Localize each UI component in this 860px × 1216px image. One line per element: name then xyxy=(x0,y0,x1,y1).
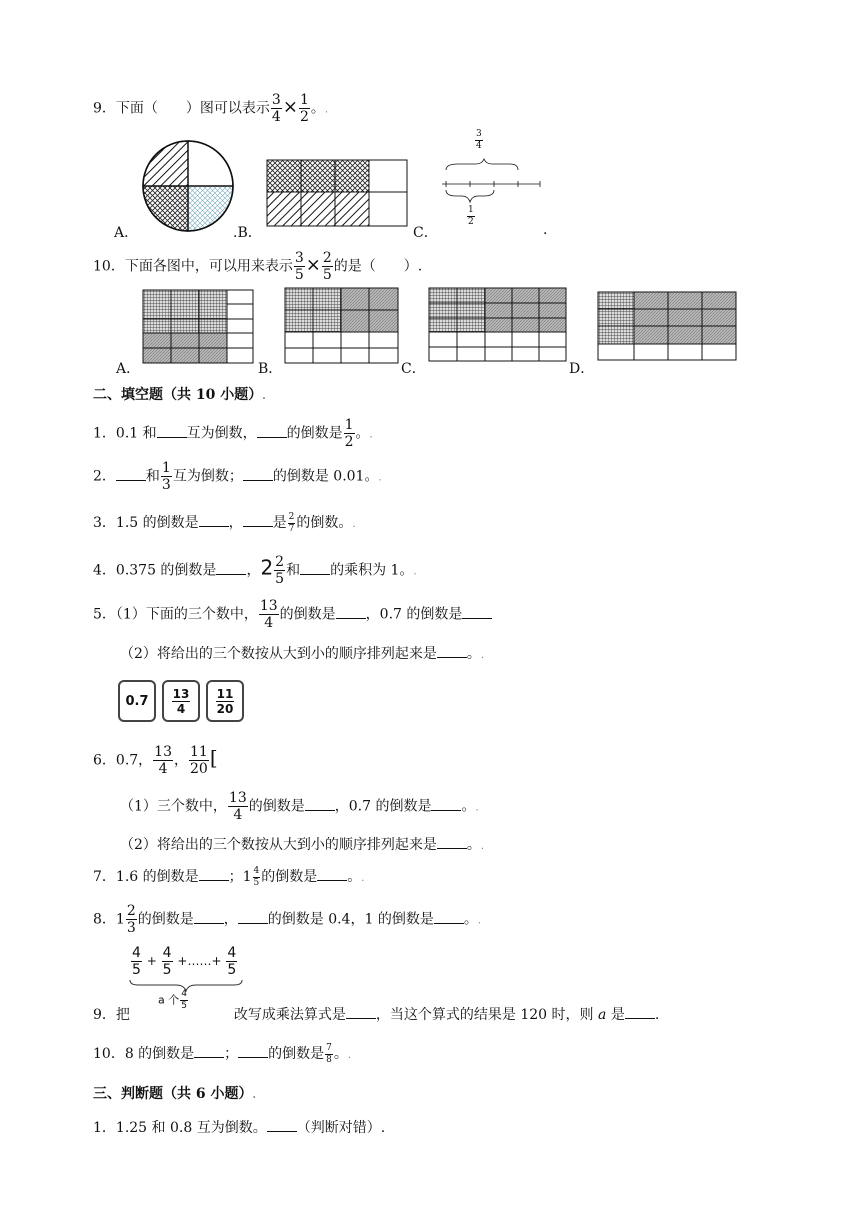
answer-blank[interactable] xyxy=(238,1045,268,1058)
answer-blank[interactable] xyxy=(317,868,347,881)
answer-blank[interactable] xyxy=(116,468,146,481)
fraction-three-quarters: $\frac{3}{4}$ xyxy=(271,92,281,125)
answer-blank[interactable] xyxy=(431,798,461,811)
fill-question-7: 7．1.6 的倒数是 ；1 $\frac{4}{5}$ 的倒数是 。. xyxy=(93,865,365,888)
answer-blank[interactable] xyxy=(194,1045,224,1058)
number-cards xyxy=(118,680,250,722)
option-b-grid-figure xyxy=(265,158,410,230)
number-card: $\frac{13}{4}$ xyxy=(162,680,200,722)
answer-blank[interactable] xyxy=(194,911,224,924)
answer-blank[interactable] xyxy=(336,606,366,619)
option-c-number-line xyxy=(438,158,544,208)
q10-option-b-figure xyxy=(283,286,400,366)
option-a-label: A． xyxy=(114,225,139,241)
q10-option-c-figure xyxy=(427,286,568,364)
fill-question-6: 6．0.7， $\frac{13}{4}$ ， $\frac{11}{20}$ [ xyxy=(93,744,218,777)
q10-option-b-label: B． xyxy=(258,361,283,377)
q10-option-a-label: A． xyxy=(116,361,141,377)
answer-blank[interactable] xyxy=(243,514,273,527)
answer-blank[interactable] xyxy=(305,798,335,811)
answer-blank[interactable] xyxy=(157,425,187,438)
answer-blank[interactable] xyxy=(462,606,492,619)
answer-blank[interactable] xyxy=(199,868,229,881)
fraction-one-half: $\frac{1}{2}$ xyxy=(299,92,309,125)
fill-question-4: 4．0.375 的倒数是 ，2 $\frac{2}{5}$ 和 的乘积为 1。. xyxy=(93,554,417,587)
section-3-heading: 三、判断题（共 6 小题）. xyxy=(93,1086,256,1102)
repeated-addition-expression: $\frac{4}{5}$ + $\frac{4}{5}$ +……+ $\frac{4}{5}$ xyxy=(132,945,237,978)
option-b-label: .B． xyxy=(233,225,262,241)
fill-question-6-part-2: （2）将给出的三个数按从大到小的顺序排列起来是 。. xyxy=(120,837,485,853)
option-c-label: C． xyxy=(413,225,438,241)
judge-question-1: 1．1.25 和 0.8 互为倒数。 （判断对错）. xyxy=(93,1120,386,1136)
answer-blank[interactable] xyxy=(257,425,287,438)
option-a-circle-figure xyxy=(140,138,236,234)
count-a-label: a 个 $\frac{4}{5}$ xyxy=(158,989,187,1011)
answer-blank[interactable] xyxy=(199,514,229,527)
answer-blank[interactable] xyxy=(238,911,268,924)
number-card: 0.7 xyxy=(118,680,156,722)
option-d-dot: . xyxy=(543,222,548,238)
question-9-stem: 9．下面（ ）图可以表示 $\frac{3}{4}$ × $\frac{1}{2}$ 。. xyxy=(93,92,329,125)
times-sign: × xyxy=(282,96,298,118)
answer-blank[interactable] xyxy=(437,645,467,658)
q10-option-d-figure xyxy=(596,290,738,362)
fill-question-9: 9．把 改写成乘法算式是 ，当这个算式的结果是 120 时，则 a 是 . xyxy=(93,1007,660,1023)
fill-question-1: 1．0.1 和 互为倒数， 的倒数是 $\frac{1}{2}$ 。. xyxy=(93,417,373,450)
q10-option-d-label: D． xyxy=(569,361,595,377)
answer-blank[interactable] xyxy=(434,911,464,924)
number-card: $\frac{11}{20}$ xyxy=(206,680,244,722)
question-10-stem: 10．下面各图中，可以用来表示 $\frac{3}{5}$ × $\frac{2}{5}$ 的是（ ）. xyxy=(93,250,423,283)
answer-blank[interactable] xyxy=(216,562,246,575)
section-2-heading: 二、填空题（共 10 小题）. xyxy=(93,387,266,403)
fill-question-6-part-1: （1）三个数中， $\frac{13}{4}$ 的倒数是 ，0.7 的倒数是 。. xyxy=(120,790,479,823)
fill-question-10: 10．8 的倒数是 ； 的倒数是 $\frac{7}{8}$ 。. xyxy=(93,1042,352,1065)
option-c-top-fraction: $\frac{3}{4}$ xyxy=(476,129,482,151)
answer-blank[interactable] xyxy=(346,1006,376,1019)
fill-question-3: 3．1.5 的倒数是 ， 是 $\frac{2}{7}$ 的倒数。. xyxy=(93,511,356,534)
answer-blank[interactable] xyxy=(300,562,330,575)
fill-question-2: 2． 和 $\frac{1}{3}$ 互为倒数； 的倒数是 0.01。. xyxy=(93,460,382,493)
fill-question-5: 5．（1）下面的三个数中， $\frac{13}{4}$ 的倒数是 ，0.7 的倒数是 xyxy=(93,599,492,630)
option-c-bottom-fraction: $\frac{1}{2}$ xyxy=(468,205,474,227)
fill-question-5-part-2: （2）将给出的三个数按从大到小的顺序排列起来是 。. xyxy=(120,646,485,662)
answer-blank[interactable] xyxy=(267,1119,297,1132)
answer-blank[interactable] xyxy=(437,836,467,849)
answer-blank[interactable] xyxy=(625,1006,655,1019)
q10-option-c-label: C． xyxy=(401,361,426,377)
answer-blank[interactable] xyxy=(243,468,273,481)
q10-option-a-figure xyxy=(141,288,255,366)
fill-question-8: 8．1 $\frac{2}{3}$ 的倒数是 ， 的倒数是 0.4，1 的倒数是 。. xyxy=(93,903,482,936)
